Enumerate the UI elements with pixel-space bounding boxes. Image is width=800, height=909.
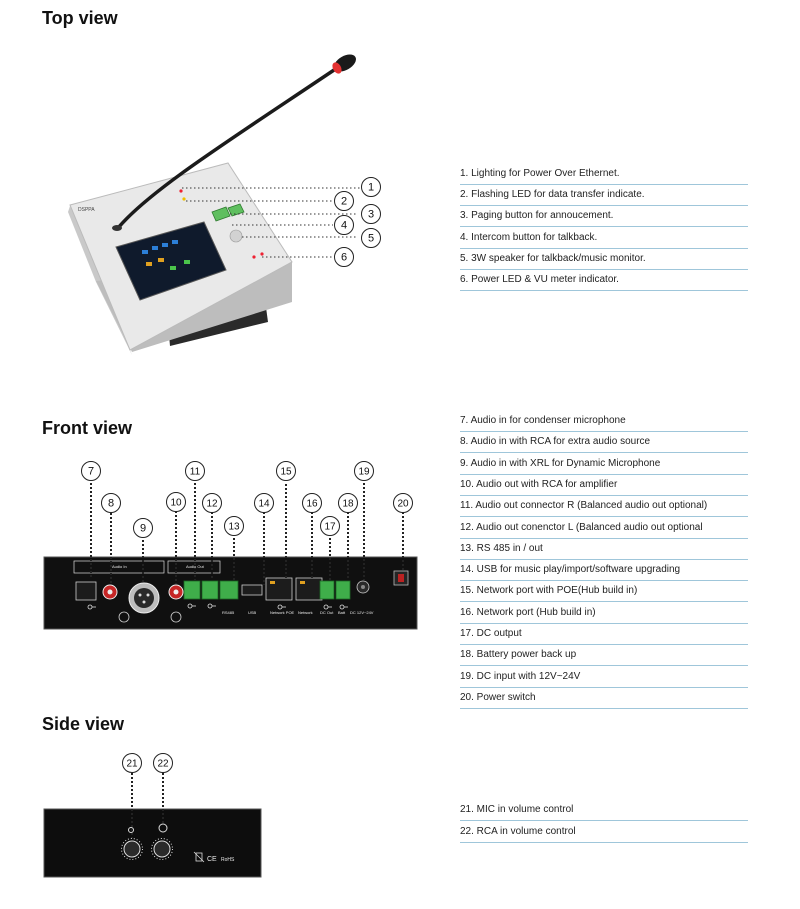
callout-1 [362,178,381,197]
callout-number: 4 [340,219,348,232]
callout-16 [303,494,322,513]
ce-mark: CE [207,856,217,863]
callout-number: 17 [324,521,336,533]
callout-2 [335,192,354,211]
callout-14 [255,494,274,513]
callout-number: 10 [170,497,182,509]
callout-number: 13 [228,521,240,533]
top-view-heading: Top view [42,8,118,28]
callout-5 [362,229,381,248]
callout-18 [339,494,358,513]
feature-item: 8. Audio in with RCA for extra audio source [460,433,748,453]
callout-number: 7 [87,465,95,478]
audio-out-label: Audio Out [186,564,204,569]
feature-item: 14. USB for music play/import/software upgrading [460,561,748,581]
callout-number: 14 [258,498,270,510]
callout-10 [167,493,186,512]
callout-number: 20 [397,498,409,510]
batt-label: Batt [338,610,346,615]
feature-item: 1. Lighting for Power Over Ethernet. [460,165,748,185]
callout-11 [186,462,205,481]
front-view-heading: Front view [42,418,133,438]
callout-8 [102,494,121,513]
callout-number: 3 [367,208,375,221]
callout-number: 1 [367,181,375,194]
feature-item: 22. RCA in volume control [460,823,748,843]
callout-number: 18 [342,498,354,510]
callout-number: 11 [189,466,201,478]
callout-number: 19 [358,466,370,478]
callout-7 [82,462,101,481]
network-label: Network [298,610,313,615]
feature-item: 7. Audio in for condenser microphone [460,412,748,432]
dc-out-label: DC Out [320,610,334,615]
feature-item: 15. Network port with POE(Hub build in) [460,582,748,602]
callout-20 [394,494,413,513]
callout-number: 5 [367,232,375,245]
callout-number: 15 [280,466,292,478]
feature-item: 20. Power switch [460,689,748,709]
brand-label: DSPPA [78,207,95,213]
callout-13 [225,517,244,536]
callout-15 [277,462,296,481]
callout-number: 8 [107,497,115,510]
callout-number: 12 [206,498,218,510]
feature-item: 12. Audio out conenctor L (Balanced audio out optional [460,519,748,539]
feature-item: 13. RS 485 in / out [460,540,748,560]
feature-item: 10. Audio out with RCA for amplifier [460,476,748,496]
network-poe-label: Network POE [270,610,295,615]
callout-number: 9 [139,522,147,535]
feature-item: 4. Intercom button for talkback. [460,229,748,249]
feature-item: 19. DC input with 12V~24V [460,668,748,688]
callout-number: 16 [306,498,318,510]
front-view-device [44,557,417,629]
side-view-device [44,809,261,877]
callout-22 [154,754,173,773]
feature-item: 5. 3W speaker for talkback/music monitor. [460,250,748,270]
callout-4 [335,216,354,235]
callout-9 [134,519,153,538]
usb-label: USB [248,610,257,615]
rs485-label: RS485 [222,610,235,615]
top-view-device [68,51,359,355]
callout-12 [203,494,222,513]
callout-21 [123,754,142,773]
feature-item: 16. Network port (Hub build in) [460,604,748,624]
callout-number: 22 [157,758,169,770]
feature-item: 6. Power LED & VU meter indicator. [460,271,748,291]
feature-item: 21. MIC in volume control [460,801,748,821]
rohs-mark: RoHS [221,857,235,863]
callout-17 [321,517,340,536]
dc-in-label: DC 12V~24V [350,610,374,615]
callout-number: 21 [126,758,138,770]
callout-3 [362,205,381,224]
side-view-heading: Side view [42,714,125,734]
feature-item: 2. Flashing LED for data transfer indicate. [460,186,748,206]
callout-6 [335,248,354,267]
feature-item: 3. Paging button for annoucement. [460,207,748,227]
callout-19 [355,462,374,481]
audio-in-label: Audio In [112,564,127,569]
callout-number: 2 [340,195,348,208]
feature-item: 18. Battery power back up [460,646,748,666]
callout-number: 6 [340,251,348,264]
feature-item: 11. Audio out connector R (Balanced audio out optional) [460,497,748,517]
feature-item: 9. Audio in with XRL for Dynamic Microphone [460,455,748,475]
feature-item: 17. DC output [460,625,748,645]
